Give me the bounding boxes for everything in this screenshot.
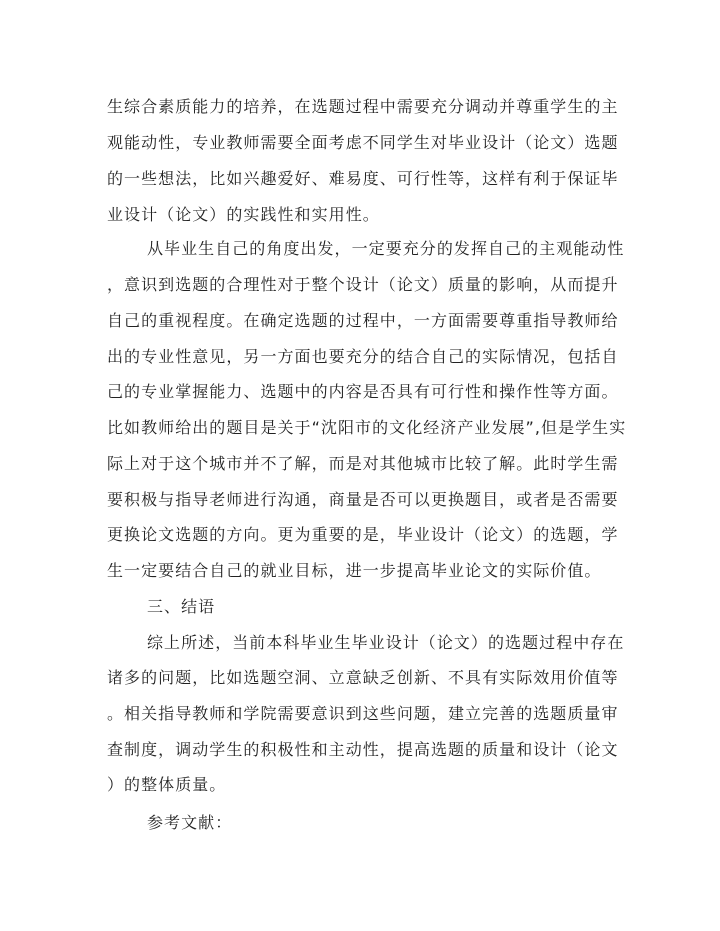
paragraph-line: 自己的重视程度。在确定选题的过程中，一方面需要尊重指导教师给 [107, 311, 619, 330]
paragraph-line: 观能动性，专业教师需要全面考虑不同学生对毕业设计（论文）选题 [107, 133, 619, 152]
paragraph-line: 出的专业性意见，另一方面也要充分的结合自己的实际情况，包括自 [107, 347, 619, 366]
paragraph-line: 查制度，调动学生的积极性和主动性，提高选题的质量和设计（论文 [107, 740, 619, 759]
paragraph-line: 从毕业生自己的角度出发，一定要充分的发挥自己的主观能动性 [147, 239, 625, 258]
paragraph-line: 。相关指导教师和学院需要意识到这些问题，建立完善的选题质量审 [107, 704, 619, 723]
paragraph-line: 更换论文选题的方向。更为重要的是，毕业设计（论文）的选题，学 [107, 525, 619, 544]
section-heading: 三、结语 [147, 597, 216, 616]
paragraph-line: 生一定要结合自己的就业目标，进一步提高毕业论文的实际价值。 [107, 561, 602, 580]
paragraph-line: 生综合素质能力的培养，在选题过程中需要充分调动并尊重学生的主 [107, 97, 619, 116]
paragraph-line: 己的专业掌握能力、选题中的内容是否具有可行性和操作性等方面。 [107, 382, 619, 401]
paragraph-line: 综上所述，当前本科毕业生毕业设计（论文）的选题过程中存在 [147, 633, 625, 652]
paragraph-line: 业设计（论文）的实践性和实用性。 [107, 205, 380, 224]
paragraph-line: 际上对于这个城市并不了解，而是对其他城市比较了解。此时学生需 [107, 454, 619, 473]
paragraph-line: ，意识到选题的合理性对于整个设计（论文）质量的影响，从而提升 [107, 275, 619, 294]
paragraph-line: 要积极与指导老师进行沟通，商量是否可以更换题目，或者是否需要 [107, 490, 619, 509]
paragraph-line: 的一些想法，比如兴趣爱好、难易度、可行性等，这样有利于保证毕 [107, 169, 619, 188]
paragraph-line: 比如教师给出的题目是关于“沈阳市的文化经济产业发展”,但是学生实 [107, 418, 627, 437]
paragraph-line: 诸多的问题，比如选题空洞、立意缺乏创新、不具有实际效用价值等 [107, 668, 619, 687]
paragraph-line: ）的整体质量。 [107, 775, 227, 794]
references-heading: 参考文献： [147, 813, 233, 832]
